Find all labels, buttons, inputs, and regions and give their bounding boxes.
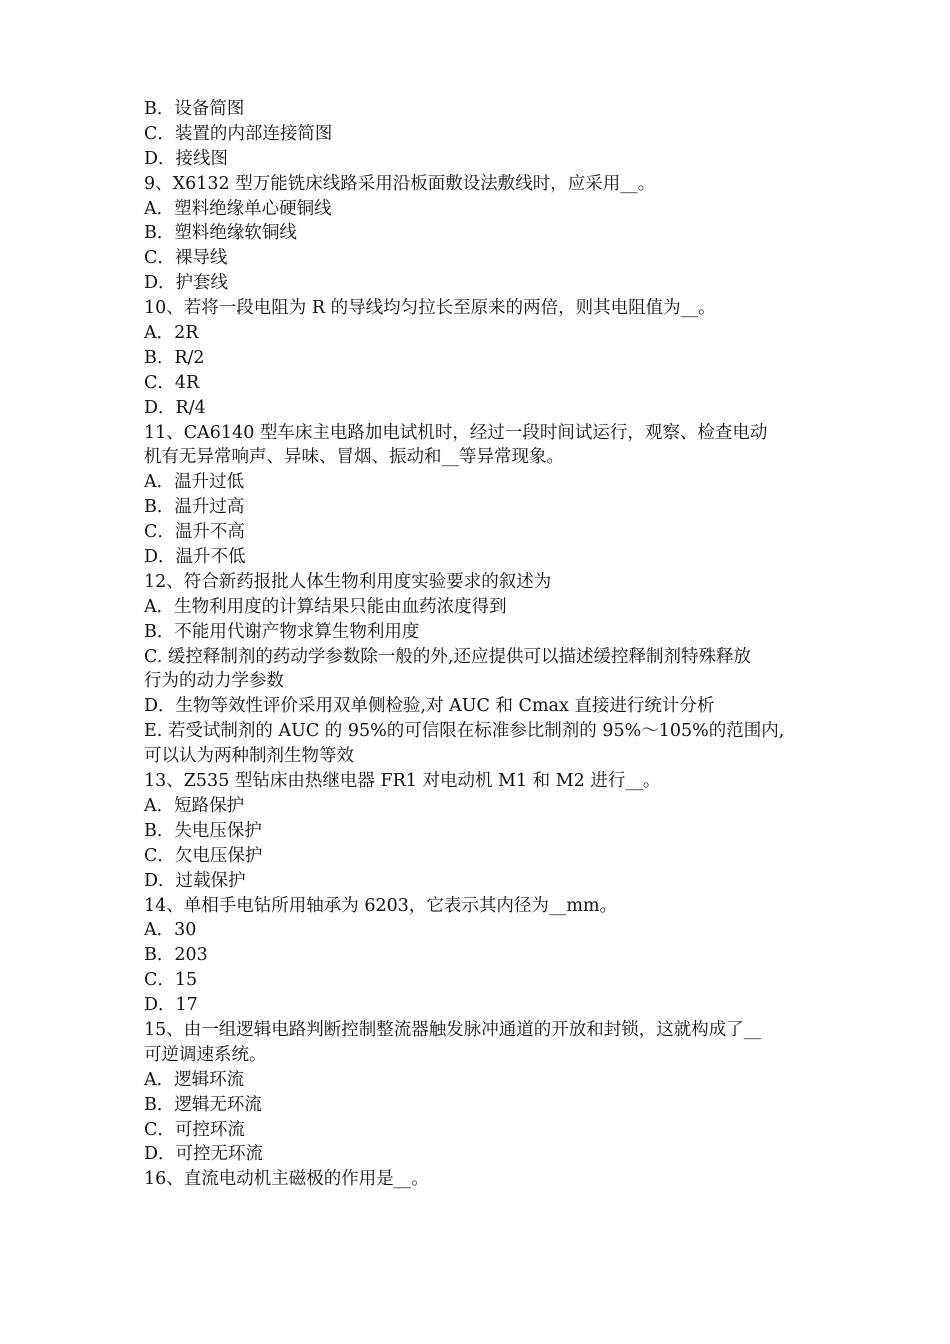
q12-option-e: E. 若受试制剂的 AUC 的 95%的可信限在标准参比制剂的 95%～105%的范围内, — [144, 721, 785, 742]
q11-option-b: B．温升过高 — [144, 497, 245, 518]
q12-option-d: D．生物等效性评价采用双单侧检验,对 AUC 和 Cmax 直接进行统计分析 — [144, 696, 715, 717]
q11-option-c: C．温升不高 — [144, 522, 245, 543]
q12-option-c: C. 缓控释制剂的药动学参数除一般的外,还应提供可以描述缓控释制剂特殊释放 — [144, 646, 751, 667]
q10-option-d: D．R/4 — [144, 397, 206, 418]
q14-option-c: C．15 — [144, 970, 198, 991]
option-c-line: C．装置的内部连接简图 — [144, 123, 333, 144]
option-d-line: D．接线图 — [144, 148, 229, 169]
q9-option-b: B．塑料绝缘软铜线 — [144, 223, 297, 244]
q9-option-a: A．塑料绝缘单心硬铜线 — [144, 198, 332, 219]
q15-option-a: A．逻辑环流 — [144, 1069, 245, 1090]
q9-option-c: C．裸导线 — [144, 248, 228, 269]
question-9: 9、X6132 型万能铣床线路采用沿板面敷设法敷线时，应采用__。 — [144, 173, 656, 194]
question-14: 14、单相手电钻所用轴承为 6203，它表示其内径为__mm。 — [144, 895, 618, 916]
q9-option-d: D．护套线 — [144, 273, 229, 294]
q14-option-b: B．203 — [144, 945, 208, 966]
q11-option-d: D．温升不低 — [144, 547, 246, 568]
q13-option-b: B．失电压保护 — [144, 820, 262, 841]
q12-option-c-cont: 行为的动力学参数 — [144, 671, 284, 692]
q10-option-a: A．2R — [144, 323, 199, 344]
question-13: 13、Z535 型钻床由热继电器 FR1 对电动机 M1 和 M2 进行__。 — [144, 771, 661, 792]
q15-option-b: B．逻辑无环流 — [144, 1094, 262, 1115]
q14-option-d: D．17 — [144, 995, 198, 1016]
q11-option-a: A．温升过低 — [144, 472, 245, 493]
question-16: 16、直流电动机主磁极的作用是__。 — [144, 1169, 429, 1190]
q13-option-c: C．欠电压保护 — [144, 845, 263, 866]
q12-option-a: A．生物利用度的计算结果只能由血药浓度得到 — [144, 596, 507, 617]
q10-option-c: C．4R — [144, 372, 200, 393]
question-10: 10、若将一段电阻为 R 的导线均匀拉长至原来的两倍，则其电阻值为__。 — [144, 298, 716, 319]
q14-option-a: A．30 — [144, 920, 197, 941]
question-12: 12、符合新药报批人体生物利用度实验要求的叙述为 — [144, 571, 552, 592]
q12-option-e-cont: 可以认为两种制剂生物等效 — [144, 746, 354, 767]
question-11-cont: 机有无异常响声、异味、冒烟、振动和__等异常现象。 — [144, 447, 564, 468]
q13-option-d: D．过载保护 — [144, 870, 246, 891]
q12-option-b: B．不能用代谢产物求算生物利用度 — [144, 621, 420, 642]
q10-option-b: B．R/2 — [144, 347, 205, 368]
option-b-line: B．设备简图 — [144, 99, 245, 119]
question-15: 15、由一组逻辑电路判断控制整流器触发脉冲通道的开放和封锁，这就构成了__ — [144, 1019, 762, 1040]
question-11: 11、CA6140 型车床主电路加电试机时，经过一段时间试运行，观察、检查电动 — [144, 422, 768, 443]
q13-option-a: A．短路保护 — [144, 795, 245, 816]
question-15-cont: 可逆调速系统。 — [144, 1044, 267, 1065]
document-page — [144, 97, 816, 1192]
q15-option-c: C．可控环流 — [144, 1119, 245, 1140]
q15-option-d: D．可控无环流 — [144, 1144, 264, 1165]
